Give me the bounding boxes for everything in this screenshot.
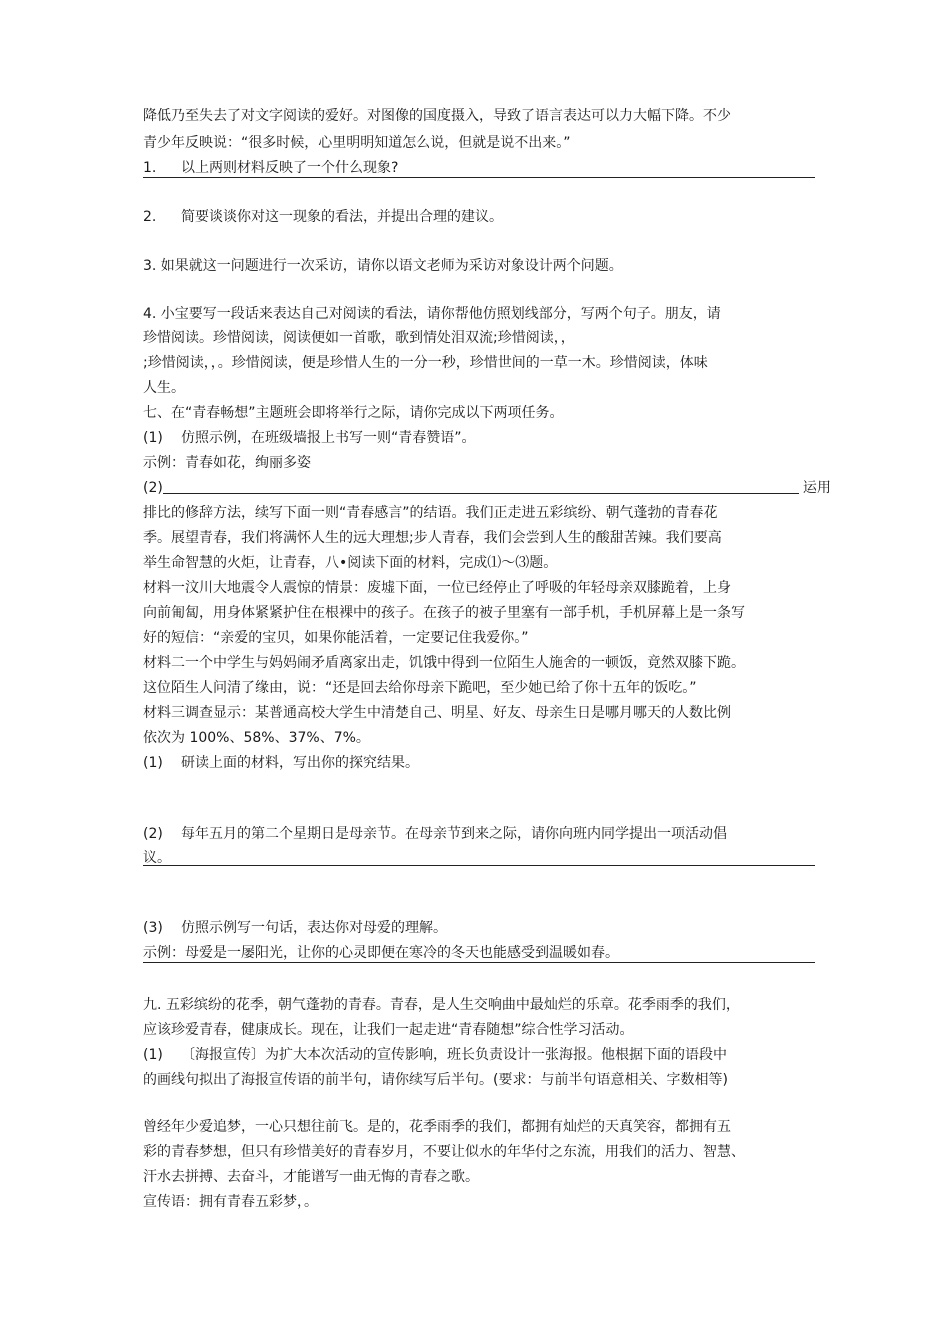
section-7-part-2-line-3: 举生命智慧的火炬，让青春，八•阅读下面的材料，完成⑴〜⑶题。 [143,555,558,571]
question-2-number: 2. [143,209,157,225]
section-8-part-2-cont: 议。 [143,850,171,866]
section-7-part-2-line-1: 排比的修辞方法，续写下面一则“青春感言”的结语。我们正走进五彩缤纷、朝气蓬勃的青春花 [143,505,718,521]
section-8-part-3-number: (3) [143,920,163,936]
question-2-text: 简要谈谈你对这一现象的看法，并提出合理的建议。 [181,209,503,225]
section-9-line-2: 应该珍爱青春，健康成长。现在，让我们一起走进“青春随想”综合性学习活动。 [143,1022,634,1038]
section-7-part-2-tail: 运用 [802,480,831,496]
section-7-part-1 [143,428,476,448]
section-7-part-2-number: (2) [143,480,163,496]
section-9-part-1 [143,1045,727,1065]
question-1-text: 以上两则材料反映了一个什么现象? [181,160,399,176]
section-8-part-2-number: (2) [143,826,163,842]
answer-line-3[interactable] [143,962,815,963]
material-line-7: 依次为 100%、58%、37%、7%。 [143,730,370,746]
section-7-part-1-text: 仿照示例，在班级墙报上书写一则“青春赞语”。 [181,430,476,446]
section-8-part-3 [143,918,447,938]
section-8-part-3-text: 仿照示例写一句话，表达你对母爱的理解。 [181,920,447,936]
section-7-example: 示例：青春如花，绚丽多姿 [143,455,311,471]
question-3: 3. 如果就这一问题进行一次采访，请你以语文老师为采访对象设计两个问题。 [143,258,623,274]
material-line-6: 材料三调查显示：某普通高校大学生中清楚自己、明星、好友、母亲生日是哪月哪天的人数比例 [143,705,731,721]
section-7-part-1-number: (1) [143,430,163,446]
material-line-3: 好的短信：“亲爱的宝贝，如果你能活着，一定要记住我爱你。” [143,630,529,646]
passage-line-1: 曾经年少爱追梦，一心只想往前飞。是的，花季雨季的我们，都拥有灿烂的天真笑容，都拥有五 [143,1119,731,1135]
fill-in-blank-line[interactable] [163,479,799,494]
material-line-5: 这位陌生人问清了缘由，说：“还是回去给你母亲下跪吧，至少她已给了你十五年的饭吃。” [143,680,697,696]
section-9-part-1-text: 〔海报宣传〕为扩大本次活动的宣传影响，班长负责设计一张海报。他根据下面的语段中 [181,1047,727,1063]
section-8-part-2-text: 每年五月的第二个星期日是母亲节。在母亲节到来之际，请你向班内同学提出一项活动倡 [181,826,727,842]
question-1 [143,158,398,178]
section-8-part-1-number: (1) [143,755,163,771]
material-line-2: 向前匍匐，用身体紧紧护住在根裸中的孩子。在孩子的被子里塞有一部手机，手机屏幕上是一条写 [143,605,745,621]
question-4-line-4: 人生。 [143,380,185,396]
section-7-heading: 七、在“青春畅想”主题班会即将举行之际，请你完成以下两项任务。 [143,405,564,421]
section-8-part-2 [143,824,727,844]
section-8-example: 示例：母爱是一屡阳光，让你的心灵即便在寒冷的冬天也能感受到温暖如春。 [143,945,619,961]
section-7-part-2-line-2: 季。展望青春，我们将满怀人生的远大理想;步人青春，我们会尝到人生的酸甜苦辣。我们要高 [143,530,722,546]
section-7-part-2 [143,478,831,498]
section-9-line-1: 九. 五彩缤纷的花季，朝气蓬勃的青春。青春，是人生交响曲中最灿烂的乐章。花季雨季的我们， [143,997,740,1013]
section-8-part-1-text: 研读上面的材料，写出你的探究结果。 [181,755,419,771]
material-line-4: 材料二一个中学生与妈妈闹矛盾离家出走，饥饿中得到一位陌生人施舍的一顿饭，竟然双膝下跪。 [143,655,745,671]
material-line-1: 材料一汶川大地震令人震惊的情景：废墟下面，一位已经停止了呼吸的年轻母亲双膝跪着，上身 [143,580,731,596]
question-4-line-2: 珍惜阅读。珍惜阅读，阅读便如一首歌，歌到情处泪双流;珍惜阅读，， [143,330,575,346]
answer-line-2[interactable] [143,865,815,866]
section-8-part-1 [143,753,419,773]
section-9-part-1-number: (1) [143,1047,163,1063]
question-4-line-3: ;珍惜阅读，，。珍惜阅读，便是珍惜人生的一分一秒，珍惜世间的一草一木。珍惜阅读，体味 [143,355,708,371]
passage-line-3: 汗水去拼搏、去奋斗，才能谱写一曲无悔的青春之歌。 [143,1169,479,1185]
question-4-line-1: 4. 小宝要写一段话来表达自己对阅读的看法，请你帮他仿照划线部分，写两个句子。朋友，请 [143,306,721,322]
passage-line-2: 彩的青春梦想，但只有珍惜美好的青春岁月，不要让似水的年华付之东流，用我们的活力、智慧、 [143,1144,745,1160]
intro-line-2: 青少年反映说：“很多时候，心里明明知道怎么说，但就是说不出来。” [143,135,571,151]
question-1-number: 1. [143,160,157,176]
section-9-part-1-cont: 的画线句拟出了海报宣传语的前半句，请你续写后半句。(要求：与前半句语意相关、字数相等) [143,1072,728,1088]
answer-line-1[interactable] [143,177,815,178]
question-2 [143,207,503,227]
slogan-line: 宣传语：拥有青春五彩梦，。 [143,1194,318,1210]
intro-line-1: 降低乃至失去了对文字阅读的爱好。对图像的国度摄入，导致了语言表达可以力大幅下降。不少 [143,108,731,124]
